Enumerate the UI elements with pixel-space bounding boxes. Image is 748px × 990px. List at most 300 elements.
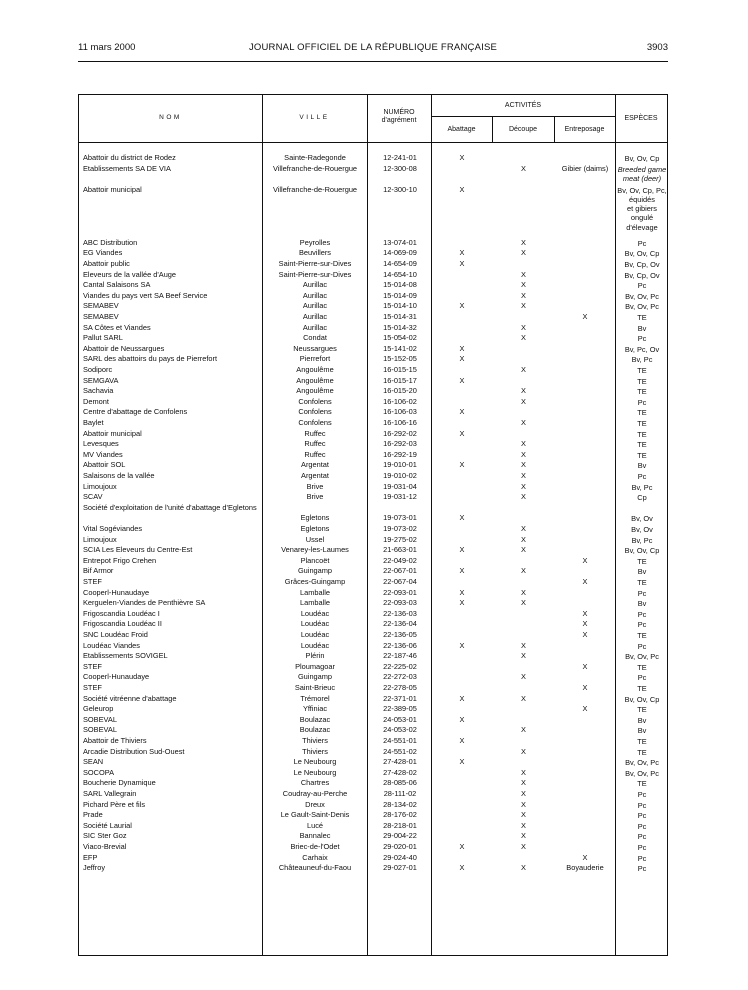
cell-especes <box>616 684 668 693</box>
cell-nom: SIC Ster Goz <box>83 831 127 841</box>
cell-decoupe: X <box>521 290 526 300</box>
cell-ville: Angoulême <box>296 386 334 396</box>
cell-ville: Loudéac <box>300 608 330 618</box>
cell-ville: Trémorel <box>300 693 330 703</box>
table-row <box>79 429 669 440</box>
cell-nom: Pallut SARL <box>83 333 123 343</box>
table-row <box>79 460 669 471</box>
table-row <box>79 397 669 408</box>
cell-nom: Sodiporc <box>83 365 113 374</box>
table-row <box>79 609 669 620</box>
cell-nom: SEMABEV <box>83 312 119 321</box>
table-row <box>79 747 669 758</box>
cell-abattage: X <box>459 259 465 268</box>
especes-line: Bv <box>637 726 647 736</box>
table-row <box>79 248 669 259</box>
cell-especes <box>616 313 668 322</box>
cell-ville: Angoulême <box>296 375 334 385</box>
table-row <box>79 386 669 397</box>
cell-numero: 14-654-10 <box>383 269 417 279</box>
especes-line: meat (deer) <box>622 173 662 183</box>
table-row <box>79 694 669 705</box>
page-header <box>78 42 668 56</box>
cell-especes <box>616 271 668 280</box>
cell-nom: SCIA Les Eleveurs du Centre-Est <box>83 545 193 555</box>
cell-numero: 22-067-01 <box>383 566 417 576</box>
cell-abattage: X <box>459 428 465 438</box>
table-row <box>79 725 669 736</box>
cell-decoupe: X <box>521 789 526 798</box>
especes-line: Pc <box>637 641 647 651</box>
cell-decoupe: X <box>521 778 526 788</box>
cell-nom: SOBEVAL <box>83 725 117 735</box>
cell-abattage: X <box>459 460 465 470</box>
table-row <box>79 831 669 842</box>
cell-ville: Le Gault-Saint-Denis <box>280 810 350 820</box>
table-row <box>79 535 669 546</box>
cell-especes <box>616 292 668 301</box>
table-row <box>79 280 669 291</box>
cell-nom: Etablissements SOVIGEL <box>83 651 168 661</box>
cell-numero: 15-014-10 <box>383 301 417 311</box>
table-row <box>79 598 669 609</box>
cell-numero: 15-014-32 <box>383 322 417 332</box>
cell-numero: 27-428-01 <box>383 757 417 767</box>
cell-ville: Lamballe <box>300 598 330 608</box>
cell-entreposage: X <box>582 683 588 692</box>
cell-especes <box>616 430 668 439</box>
cell-numero: 12-241-01 <box>383 153 417 162</box>
cell-ville: Plancoët <box>300 555 330 565</box>
cell-decoupe: X <box>521 492 526 502</box>
especes-line: Pc <box>637 673 647 683</box>
cell-nom: SEMGAVA <box>83 375 119 385</box>
cell-especes <box>616 854 668 863</box>
cell-especes <box>616 716 668 725</box>
cell-decoupe: X <box>521 693 526 703</box>
col-header-abattage: Abattage <box>447 126 476 133</box>
cell-especes <box>616 673 668 682</box>
cell-especes <box>616 610 668 619</box>
cell-decoupe: X <box>521 322 526 332</box>
especes-line: Bv <box>637 461 647 471</box>
cell-ville: Saint-Brieuc <box>294 683 336 692</box>
cell-especes <box>616 451 668 460</box>
cell-ville: Ruffec <box>304 439 326 449</box>
cell-nom: SA Côtes et Viandes <box>83 322 151 332</box>
cell-ville: Saint-Pierre-sur-Dives <box>278 259 352 268</box>
cell-numero: 24-053-02 <box>383 725 417 735</box>
table-row <box>79 619 669 630</box>
cell-decoupe: X <box>521 248 526 258</box>
especes-line: d'élevage <box>626 222 658 232</box>
cell-ville: Ruffec <box>304 449 326 459</box>
cell-numero: 24-551-02 <box>383 746 417 756</box>
cell-numero: 16-015-17 <box>383 375 417 385</box>
cell-especes <box>616 355 668 364</box>
table-row <box>79 588 669 599</box>
cell-nom: Abattoir de Neussargues <box>83 343 165 353</box>
table-row <box>79 270 669 281</box>
especes-line: Pc <box>637 853 647 863</box>
cell-ville: Peyrolles <box>299 237 331 247</box>
cell-numero: 22-093-01 <box>383 587 417 597</box>
especes-line: Bv, Ov, Pc <box>625 758 659 768</box>
especes-line: Bv, Ov, Cp <box>624 154 660 163</box>
cell-ville: Ussel <box>305 534 325 544</box>
cell-entreposage: X <box>582 312 588 321</box>
cell-numero: 15-152-05 <box>383 354 417 364</box>
cell-nom: Viaco-Brevial <box>83 842 127 851</box>
cell-especes <box>616 398 668 407</box>
cell-numero: 22-187-46 <box>383 651 417 661</box>
table-row <box>79 863 669 874</box>
especes-line: Pc <box>637 811 647 821</box>
especes-line: Bv, Ov <box>631 514 653 524</box>
especes-line: Pc <box>637 620 647 630</box>
cell-decoupe: X <box>521 651 526 661</box>
cell-especes <box>616 578 668 587</box>
cell-ville: Chartres <box>300 778 330 788</box>
table-row <box>79 376 669 387</box>
cell-numero: 22-371-01 <box>383 693 417 703</box>
table-row <box>79 365 669 376</box>
cell-especes <box>616 811 668 820</box>
cell-nom: Vital Sogéviandes <box>83 524 143 533</box>
cell-ville: Guingamp <box>297 672 333 682</box>
cell-nom: Frigoscandia Loudéac I <box>83 608 160 618</box>
header-journal-title: JOURNAL OFFICIEL DE LA RÉPUBLIQUE FRANÇAISE <box>248 42 498 53</box>
cell-numero: 16-106-16 <box>383 418 417 427</box>
cell-decoupe: X <box>521 471 526 480</box>
cell-nom: Jeffroy <box>83 863 106 873</box>
cell-ville: Villefranche-de-Rouergue <box>272 184 358 194</box>
cell-nom: Limoujoux <box>83 481 117 491</box>
cell-ville: Châteauneuf-du-Faou <box>278 863 352 873</box>
cell-especes <box>616 705 668 714</box>
cell-abattage: X <box>459 598 465 608</box>
especes-line: Bv, Pc <box>631 355 653 365</box>
cell-numero: 29-004-22 <box>383 831 417 841</box>
cell-numero: 15-141-02 <box>383 343 417 353</box>
cell-ville: Thiviers <box>302 736 328 745</box>
table-row <box>79 778 669 789</box>
cell-nom: SEMABEV <box>83 301 119 311</box>
cell-nom: Centre d'abattage de Confolens <box>83 407 188 417</box>
cell-numero: 16-015-15 <box>383 365 417 374</box>
cell-nom: SARL Vallegrain <box>83 789 137 798</box>
especes-line: Bv, Ov, Cp <box>624 694 660 704</box>
especes-line: TE <box>637 366 647 375</box>
col-header-entreposage: Entreposage <box>564 126 605 133</box>
table-row <box>79 185 669 238</box>
table-row <box>79 503 669 524</box>
cell-decoupe: X <box>521 672 526 682</box>
cell-especes <box>616 154 668 163</box>
cell-abattage: X <box>459 757 465 767</box>
cell-especes <box>616 642 668 651</box>
especes-line: TE <box>637 387 647 397</box>
header-divider <box>431 116 615 117</box>
cell-nom: STEF <box>83 577 102 586</box>
table-row <box>79 259 669 270</box>
cell-especes <box>616 366 668 375</box>
especes-line: TE <box>637 737 647 746</box>
cell-ville: Boulazac <box>299 714 331 724</box>
table-row <box>79 439 669 450</box>
cell-decoupe: X <box>521 820 526 830</box>
cell-especes <box>616 324 668 333</box>
cell-ville: Villefranche-de-Rouergue <box>272 163 358 173</box>
table-row <box>79 715 669 726</box>
col-header-numero-sub: d'agrément <box>381 117 417 124</box>
cell-especes <box>616 334 668 343</box>
cell-nom: SARL des abattoirs du pays de Pierrefort <box>83 354 218 364</box>
cell-numero: 24-053-01 <box>383 714 417 724</box>
table-row <box>79 312 669 323</box>
cell-numero: 19-010-02 <box>383 471 417 480</box>
cell-abattage: X <box>459 545 465 555</box>
cell-decoupe: X <box>521 163 526 173</box>
cell-nom: Demont <box>83 396 109 406</box>
cell-nom: Société vitréenne d'abattage <box>83 693 177 703</box>
cell-abattage: X <box>459 842 465 851</box>
col-header-especes: ESPÈCES <box>624 115 658 122</box>
cell-entreposage: X <box>582 619 588 629</box>
cell-decoupe: X <box>521 863 526 873</box>
cell-especes <box>616 822 668 831</box>
cell-numero: 28-085-06 <box>383 778 417 788</box>
cell-nom: Bif Armor <box>83 566 114 576</box>
cell-especes <box>616 440 668 449</box>
table-row <box>79 482 669 493</box>
cell-decoupe: X <box>521 418 526 427</box>
cell-numero: 22-278-05 <box>383 683 417 692</box>
cell-ville: Egletons <box>300 513 330 523</box>
cell-decoupe: X <box>521 746 526 756</box>
especes-line: Bv, Ov, Pc <box>625 652 659 662</box>
cell-nom: Société d'exploitation de l'unité d'abattage d'Egletons <box>83 502 257 512</box>
cell-numero: 14-654-09 <box>383 259 417 268</box>
table-row <box>79 566 669 577</box>
cell-especes <box>616 281 668 290</box>
cell-especes <box>616 599 668 608</box>
cell-especes <box>616 557 668 566</box>
cell-numero: 14-069-09 <box>383 248 417 258</box>
especes-line: Bv, Pc <box>631 535 653 545</box>
table-row <box>79 651 669 662</box>
cell-numero: 19-073-01 <box>383 513 417 523</box>
table-row <box>79 736 669 747</box>
cell-numero: 22-136-04 <box>383 619 417 629</box>
cell-numero: 29-020-01 <box>383 842 417 851</box>
especes-line: Pc <box>637 472 647 481</box>
cell-nom: Limoujoux <box>83 534 117 544</box>
table-row <box>79 800 669 811</box>
table-row <box>79 545 669 556</box>
cell-entreposage: X <box>582 852 588 862</box>
cell-numero: 12-300-08 <box>383 163 417 173</box>
cell-decoupe: X <box>521 545 526 555</box>
especes-line: Pc <box>637 397 647 407</box>
cell-especes <box>616 663 668 672</box>
cell-nom: Cooperl-Hunaudaye <box>83 587 150 597</box>
table-row <box>79 757 669 768</box>
especes-line: Bv, Ov, Cp, Pc, <box>617 185 667 195</box>
cell-numero: 16-292-19 <box>383 449 417 459</box>
cell-nom: Levesques <box>83 439 119 449</box>
header-page-number: 3903 <box>646 42 668 53</box>
cell-especes <box>616 536 668 545</box>
cell-decoupe: X <box>521 587 526 597</box>
cell-nom: Arcadie Distribution Sud-Ouest <box>83 746 185 756</box>
cell-decoupe: X <box>521 386 526 396</box>
table-row <box>79 556 669 567</box>
table-row <box>79 344 669 355</box>
cell-ville: Grâces-Guingamp <box>284 577 346 586</box>
cell-nom: Abattoir de Thiviers <box>83 736 147 745</box>
especes-line: Bv, Pc, Ov <box>624 344 660 354</box>
cell-nom: Pichard Père et fils <box>83 799 146 809</box>
especes-line: TE <box>637 313 647 322</box>
especes-line: Bv <box>637 567 647 577</box>
cell-ville: Lamballe <box>300 587 330 597</box>
cell-ville: Brive <box>306 492 324 502</box>
cell-especes <box>616 843 668 852</box>
cell-nom: Baylet <box>83 418 104 427</box>
table-row <box>79 354 669 365</box>
table-row <box>79 153 669 164</box>
cell-nom: Loudéac Viandes <box>83 640 140 650</box>
cell-especes <box>616 377 668 386</box>
especes-line: TE <box>637 450 647 460</box>
cell-entreposage: X <box>582 704 588 714</box>
cell-numero: 22-067-04 <box>383 577 417 586</box>
cell-abattage: X <box>459 566 465 576</box>
cell-nom: ABC Distribution <box>83 237 138 247</box>
especes-line: Pc <box>637 843 647 852</box>
cell-ville: Lucé <box>306 820 324 830</box>
col-header-nom: NOM <box>159 114 182 121</box>
cell-nom: Sachavia <box>83 386 114 396</box>
cell-decoupe: X <box>521 301 526 311</box>
cell-numero: 27-428-02 <box>383 767 417 777</box>
cell-nom: Abattoir public <box>83 259 130 268</box>
cell-decoupe: X <box>521 333 526 343</box>
table-row <box>79 524 669 535</box>
especes-line: et gibiers <box>627 204 657 214</box>
cell-ville: Aurillac <box>302 301 328 311</box>
cell-decoupe: X <box>521 598 526 608</box>
especes-line: ongulé <box>630 213 654 223</box>
cell-nom: SOCOPA <box>83 767 115 777</box>
cell-decoupe: X <box>521 842 526 851</box>
cell-ville: Argentat <box>301 460 329 470</box>
cell-especes <box>616 779 668 788</box>
cell-decoupe: X <box>521 831 526 841</box>
cell-ville: Loudéac <box>300 640 330 650</box>
cell-numero: 19-031-04 <box>383 481 417 491</box>
cell-numero: 22-136-05 <box>383 630 417 639</box>
cell-decoupe: X <box>521 280 526 290</box>
table-row <box>79 492 669 503</box>
cell-ville: Loudéac <box>300 630 330 639</box>
table-row <box>79 683 669 694</box>
cell-nom: Cantal Salaisons SA <box>83 280 151 290</box>
cell-ville: Dreux <box>305 799 325 809</box>
cell-abattage: X <box>459 513 465 523</box>
cell-ville: Egletons <box>300 524 330 533</box>
col-header-decoupe: Découpe <box>508 126 538 133</box>
col-header-ville: VILLE <box>299 114 330 121</box>
cell-especes <box>616 695 668 704</box>
especes-line: Pc <box>637 281 647 291</box>
especes-line: Pc <box>637 864 647 874</box>
cell-ville: Aurillac <box>302 290 328 300</box>
cell-especes <box>616 864 668 873</box>
cell-decoupe: X <box>521 481 526 491</box>
cell-especes <box>616 546 668 555</box>
cell-ville: Condat <box>303 333 327 343</box>
especes-line: Bv, Ov, Cp <box>624 546 660 556</box>
header-divider <box>79 142 667 143</box>
cell-entreposage: Boyauderie <box>566 863 604 873</box>
cell-especes <box>616 408 668 417</box>
cell-especes <box>616 525 668 534</box>
cell-abattage: X <box>459 714 465 724</box>
cell-decoupe: X <box>521 237 526 247</box>
cell-especes <box>616 567 668 576</box>
especes-line: Pc <box>637 588 647 598</box>
table-row <box>79 842 669 853</box>
especes-line: Bv <box>637 599 647 609</box>
cell-numero: 12-300-10 <box>383 184 417 194</box>
table-row <box>79 768 669 779</box>
table-row <box>79 418 669 429</box>
cell-abattage: X <box>459 375 465 385</box>
cell-numero: 28-111-02 <box>383 789 417 798</box>
cell-ville: Ploumagoar <box>295 661 335 671</box>
cell-decoupe: X <box>521 439 526 449</box>
cell-especes <box>616 620 668 629</box>
cell-ville: Aurillac <box>302 280 328 290</box>
cell-nom: Salaisons de la vallée <box>83 471 155 480</box>
cell-especes <box>616 726 668 735</box>
cell-ville: Brive <box>306 481 324 491</box>
cell-entreposage: Gibier (daims) <box>561 163 609 173</box>
cell-ville: Confolens <box>298 396 332 406</box>
cell-decoupe: X <box>521 365 526 374</box>
especes-line: Pc <box>637 821 647 831</box>
table-row <box>79 301 669 312</box>
especes-line: TE <box>637 631 647 640</box>
cell-abattage: X <box>459 640 465 650</box>
especes-line: Bv <box>637 715 647 725</box>
cell-especes <box>616 737 668 746</box>
especes-line: Bv <box>637 323 647 333</box>
cell-especes <box>616 801 668 810</box>
cell-nom: Boucherie Dynamique <box>83 778 156 788</box>
cell-especes <box>616 790 668 799</box>
cell-especes <box>616 652 668 661</box>
cell-nom: Geleurop <box>83 704 114 714</box>
cell-numero: 15-014-09 <box>383 290 417 300</box>
especes-line: TE <box>637 705 647 715</box>
cell-decoupe: X <box>521 725 526 735</box>
cell-nom: SNC Loudéac Froid <box>83 630 148 639</box>
especes-line: Bv, Cp, Ov <box>624 260 660 269</box>
especes-line: Pc <box>637 238 647 248</box>
